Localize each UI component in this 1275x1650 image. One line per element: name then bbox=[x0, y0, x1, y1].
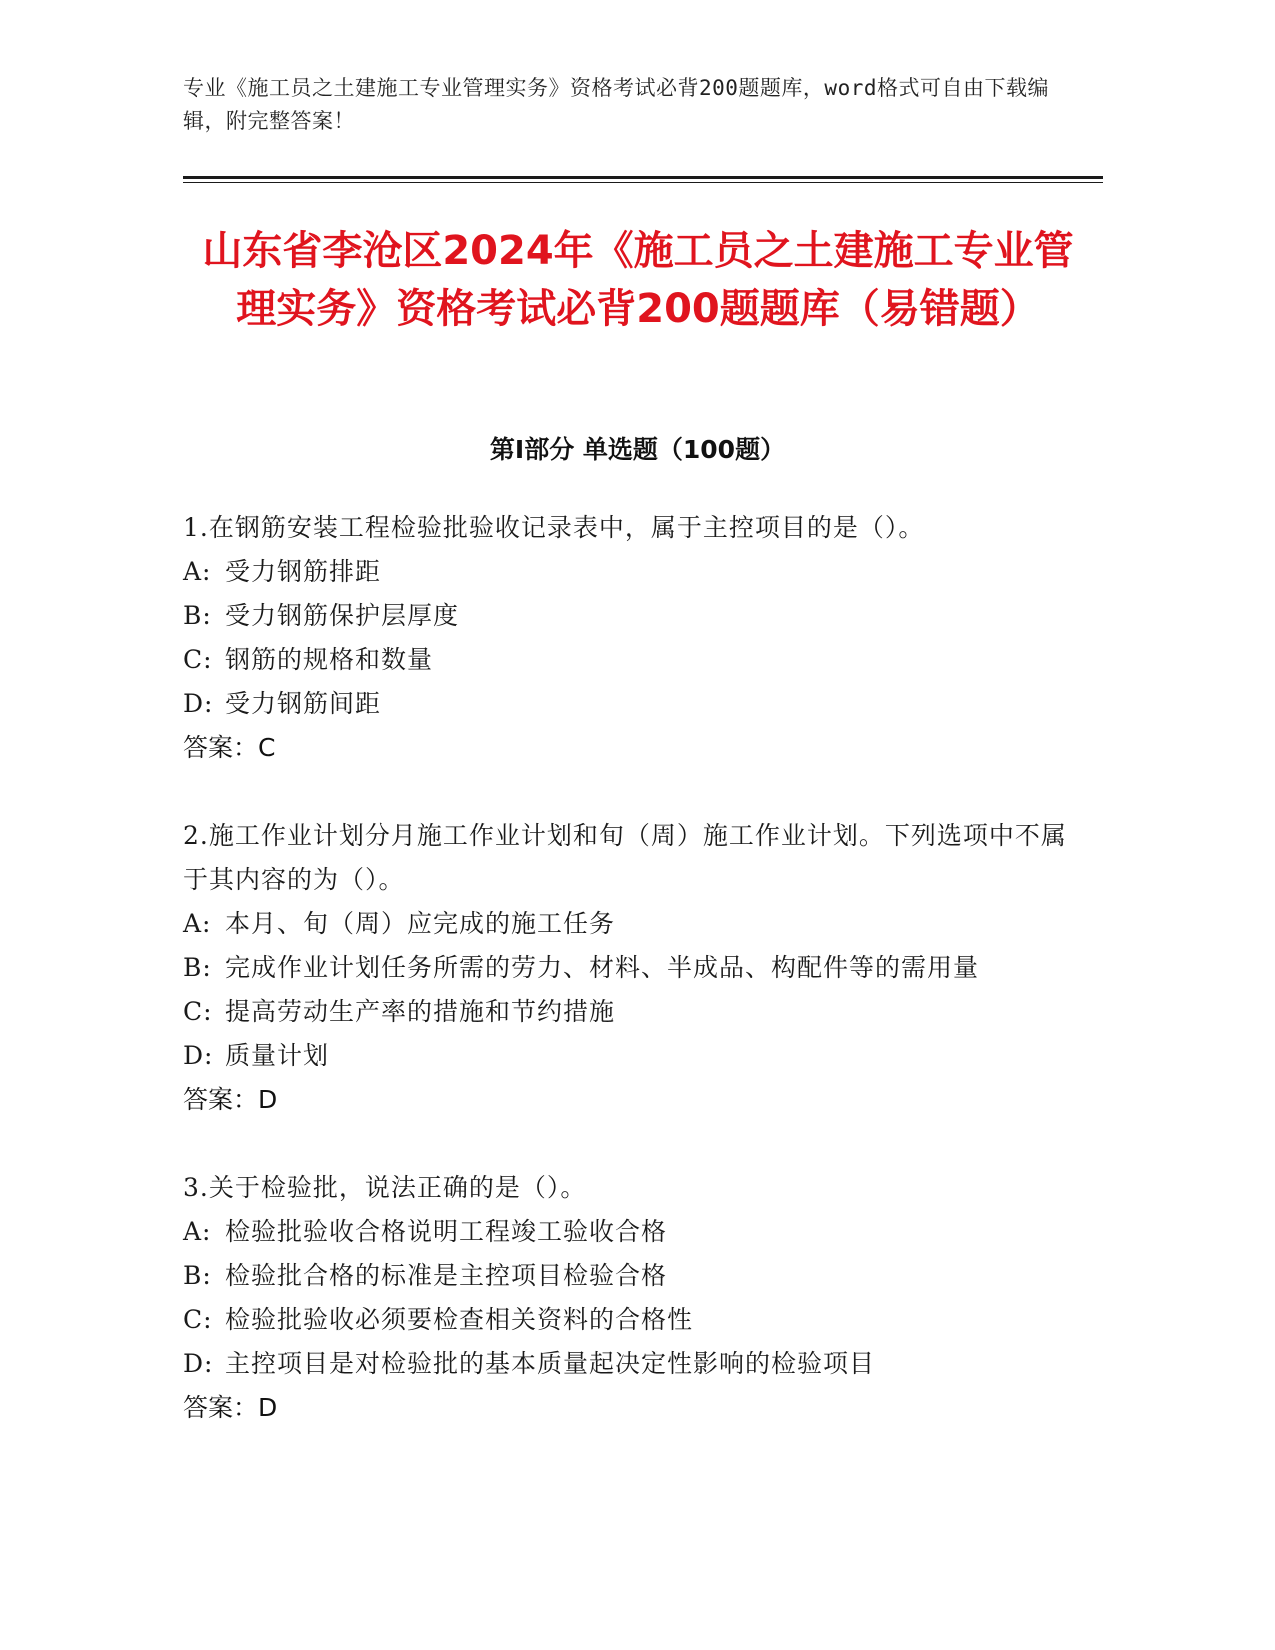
question-3 bbox=[183, 1166, 1083, 1430]
option-d bbox=[183, 1034, 1083, 1078]
option-b bbox=[183, 1254, 1083, 1298]
question-stem: 2.施工作业计划分月施工作业计划和旬（周）施工作业计划。下列选项中不属于其内容的为（）。 bbox=[183, 821, 1067, 894]
option-letter: C: bbox=[183, 997, 213, 1026]
option-c bbox=[183, 638, 1083, 682]
option-text: 检验批合格的标准是主控项目检验合格 bbox=[225, 1261, 668, 1290]
option-text: 受力钢筋间距 bbox=[225, 689, 382, 718]
option-letter: A: bbox=[183, 1217, 212, 1246]
option-letter: C: bbox=[183, 645, 213, 674]
answer: 答案：D bbox=[183, 1393, 278, 1422]
option-text: 本月、旬（周）应完成的施工任务 bbox=[225, 909, 616, 938]
option-b bbox=[183, 946, 1083, 990]
option-d bbox=[183, 1342, 1083, 1386]
question-1 bbox=[183, 506, 1083, 770]
option-a bbox=[183, 550, 1083, 594]
option-text: 受力钢筋排距 bbox=[225, 557, 382, 586]
option-text: 检验批验收必须要检查相关资料的合格性 bbox=[225, 1305, 694, 1334]
header-divider-thin bbox=[183, 182, 1103, 183]
header-divider-thick bbox=[183, 176, 1103, 179]
option-text: 受力钢筋保护层厚度 bbox=[225, 601, 460, 630]
section-title: 第Ⅰ部分 单选题（100题） bbox=[489, 435, 786, 464]
option-letter: B: bbox=[183, 1261, 212, 1290]
option-text: 主控项目是对检验批的基本质量起决定性影响的检验项目 bbox=[225, 1349, 876, 1378]
question-stem: 3.关于检验批，说法正确的是（）。 bbox=[183, 1173, 587, 1202]
option-d bbox=[183, 682, 1083, 726]
option-text: 检验批验收合格说明工程竣工验收合格 bbox=[225, 1217, 668, 1246]
option-letter: D: bbox=[183, 1041, 214, 1070]
option-a bbox=[183, 1210, 1083, 1254]
option-text: 钢筋的规格和数量 bbox=[225, 645, 434, 674]
option-letter: A: bbox=[183, 557, 212, 586]
option-c bbox=[183, 1298, 1083, 1342]
option-text: 完成作业计划任务所需的劳力、材料、半成品、构配件等的需用量 bbox=[225, 953, 980, 982]
question-2 bbox=[183, 814, 1083, 1122]
option-letter: B: bbox=[183, 953, 212, 982]
header-note: 专业《施工员之土建施工专业管理实务》资格考试必背200题题库，word格式可自由下载编辑，附完整答案！ bbox=[183, 76, 1049, 133]
option-letter: A: bbox=[183, 909, 212, 938]
option-text: 质量计划 bbox=[225, 1041, 330, 1070]
option-letter: D: bbox=[183, 1349, 214, 1378]
option-letter: B: bbox=[183, 601, 212, 630]
option-a bbox=[183, 902, 1083, 946]
answer: 答案：C bbox=[183, 733, 276, 762]
option-b bbox=[183, 594, 1083, 638]
option-text: 提高劳动生产率的措施和节约措施 bbox=[225, 997, 616, 1026]
answer: 答案：D bbox=[183, 1085, 278, 1114]
option-letter: C: bbox=[183, 1305, 213, 1334]
option-letter: D: bbox=[183, 689, 214, 718]
question-stem: 1.在钢筋安装工程检验批验收记录表中，属于主控项目的是（）。 bbox=[183, 513, 925, 542]
option-c bbox=[183, 990, 1083, 1034]
question-list bbox=[183, 506, 1083, 1474]
document-title: 山东省李沧区2024年《施工员之土建施工专业管理实务》资格考试必背200题题库（易错题） bbox=[202, 228, 1074, 332]
